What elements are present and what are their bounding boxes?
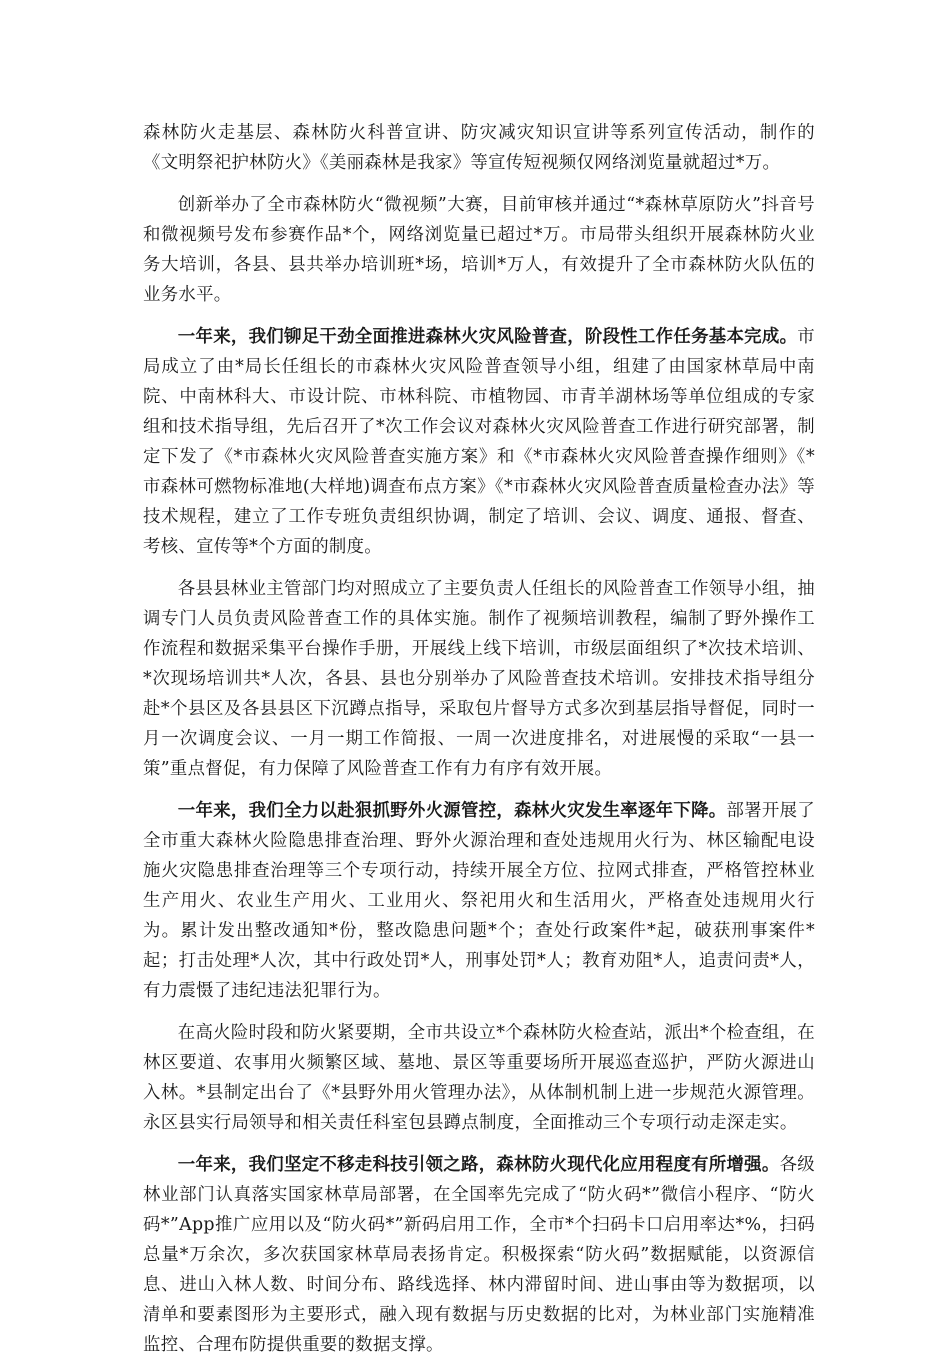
paragraph-4 bbox=[143, 574, 815, 784]
paragraph-7 bbox=[143, 1150, 815, 1360]
paragraph-4-text: 各县县林业主管部门均对照成立了主要负责人任组长的风险普查工作领导小组，抽调专门人员负责风险普查工作的具体实施。制作了视频培训教程，编制了野外操作工作流程和数据采集平台操作手册，开展线上线下培训，市级层面组织了*次技术培训、*次现场培训共*人次，各县、县也分别举办了风险普查技术培训。安排技术指导组分赴*个县区及各县县区下沉蹲点指导，采取包片督导方式多次到基层指导督促，同时一月一次调度会议、一月一期工作简报、一周一次进度排名，对进展慢的采取“一县一策”重点督促，有力保障了风险普查工作有力有序有效开展。 bbox=[143, 579, 815, 779]
paragraph-3-lead: 一年来，我们铆足干劲全面推进森林火灾风险普查，阶段性工作任务基本完成。 bbox=[177, 327, 798, 347]
paragraph-6-text: 在高火险时段和防火紧要期，全市共设立*个森林防火检查站，派出*个检查组，在林区要道、农事用火频繁区域、墓地、景区等重要场所开展巡查巡护，严防火源进山入林。*县制定出台了《*县野外用火管理办法》，从体制机制上进一步规范火源管理。永区县实行局领导和相关责任科室包县蹲点制度，全面推动三个专项行动走深走实。 bbox=[143, 1023, 815, 1133]
paragraph-3 bbox=[143, 322, 815, 562]
paragraph-7-text: 各级林业部门认真落实国家林草局部署，在全国率先完成了“防火码*”微信小程序、“防火码*”App推广应用以及“防火码*”新码启用工作，全市*个扫码卡口启用率达*%，扫码总量*万余次，多次获国家林草局表扬肯定。积极探索“防火码”数据赋能，以资源信息、进山入林人数、时间分布、路线选择、林内滞留时间、进山事由等为数据项，以清单和要素图形为主要形式，融入现有数据与历史数据的比对，为林业部门实施精准监控、合理布防提供重要的数据支撑。 bbox=[143, 1155, 815, 1355]
paragraph-5-lead: 一年来，我们全力以赴狠抓野外火源管控，森林火灾发生率逐年下降。 bbox=[177, 801, 727, 821]
paragraph-2 bbox=[143, 190, 815, 310]
paragraph-7-lead: 一年来，我们坚定不移走科技引领之路，森林防火现代化应用程度有所增强。 bbox=[177, 1155, 780, 1175]
document-page bbox=[143, 118, 815, 1372]
paragraph-6 bbox=[143, 1018, 815, 1138]
paragraph-3-text: 市局成立了由*局长任组长的市森林火灾风险普查领导小组，组建了由国家林草局中南院、中南林科大、市设计院、市林科院、市植物园、市青羊湖林场等单位组成的专家组和技术指导组，先后召开了*次工作会议对森林火灾风险普查工作进行研究部署，制定下发了《*市森林火灾风险普查实施方案》和《*市森林火灾风险普查操作细则》《*市森林可燃物标准地(大样地)调查布点方案》《*市森林火灾风险普查质量检查办法》等技术规程，建立了工作专班负责组织协调，制定了培训、会议、调度、通报、督查、考核、宣传等*个方面的制度。 bbox=[143, 327, 815, 557]
paragraph-5 bbox=[143, 796, 815, 1006]
paragraph-1-text: 森林防火走基层、森林防火科普宣讲、防灾减灾知识宣讲等系列宣传活动，制作的《文明祭祀护林防火》《美丽森林是我家》等宣传短视频仅网络浏览量就超过*万。 bbox=[143, 123, 815, 173]
paragraph-1 bbox=[143, 118, 815, 178]
paragraph-2-text: 创新举办了全市森林防火“微视频”大赛，目前审核并通过“*森林草原防火”抖音号和微视频号发布参赛作品*个，网络浏览量已超过*万。市局带头组织开展森林防火业务大培训，各县、县共举办培训班*场，培训*万人，有效提升了全市森林防火队伍的业务水平。 bbox=[143, 195, 815, 305]
paragraph-5-text: 部署开展了全市重大森林火险隐患排查治理、野外火源治理和查处违规用火行为、林区输配电设施火灾隐患排查治理等三个专项行动，持续开展全方位、拉网式排查，严格管控林业生产用火、农业生产用火、工业用火、祭祀用火和生活用火，严格查处违规用火行为。累计发出整改通知*份，整改隐患问题*个；查处行政案件*起，破获刑事案件*起；打击处理*人次，其中行政处罚*人，刑事处罚*人；教育劝阻*人，追责问责*人，有力震慑了违纪违法犯罪行为。 bbox=[143, 801, 815, 1001]
